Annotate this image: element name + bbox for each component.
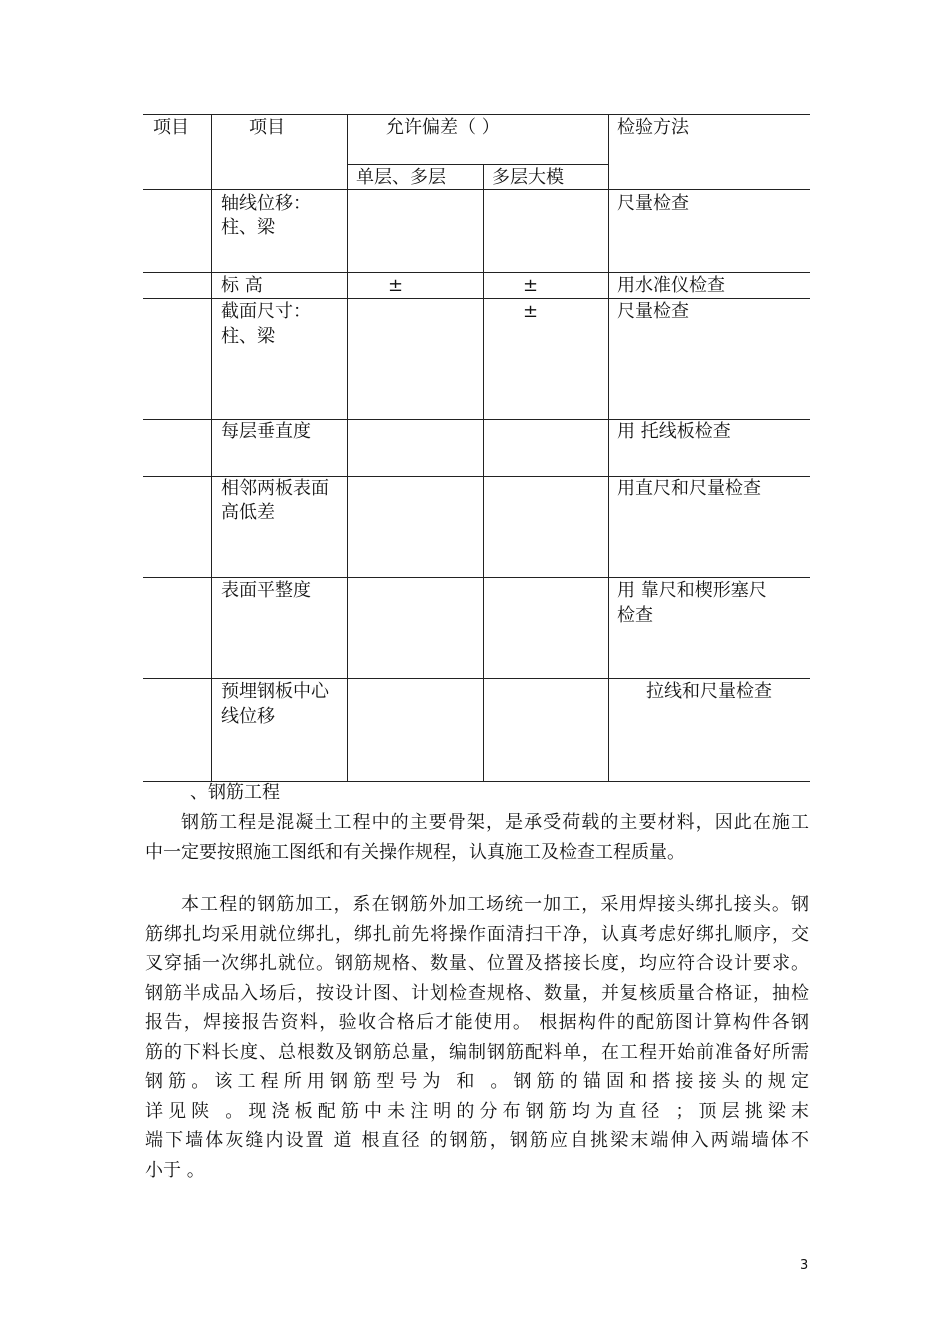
paragraph-line: 筋的下料长度、总根数及钢筋总量，编制钢筋配料单，在工程开始前准备好所需 (145, 1041, 809, 1063)
table-cell-item: 预埋钢板中心 (221, 681, 329, 702)
table-cell-item: 轴线位移： (221, 193, 311, 214)
page-number: 3 (800, 1258, 809, 1273)
table-cell-item: 柱、梁 (221, 326, 275, 347)
paragraph-line: 叉穿插一次绑扎就位。钢筋规格、数量、位置及搭接长度，均应符合设计要求。 (145, 953, 809, 974)
paragraph-line: 筋绑扎均采用就位绑扎，绑扎前先将操作面清扫干净，认真考虑好绑扎顺序，交 (145, 923, 809, 945)
paragraph-line: 报告，焊接报告资料，验收合格后才能使用。 根据构件的配筋图计算构件各钢 (145, 1012, 809, 1033)
table-cell-item: 线位移 (221, 706, 275, 727)
table-cell-method: 用 靠尺和楔形塞尺 (617, 580, 767, 601)
header-method: 检验方法 (617, 117, 689, 138)
table-cell-value: ± (388, 275, 404, 296)
table-cell-method: 尺量检查 (617, 301, 689, 322)
table-cell-item: 表面平整度 (221, 580, 311, 601)
table-cell-item: 相邻两板表面 (221, 478, 329, 499)
table-cell-item: 高低差 (221, 502, 275, 523)
table-cell-method: 尺量检查 (617, 193, 689, 214)
paragraph-rebar-intro (145, 808, 809, 867)
table-cell-method: 拉线和尺量检查 (646, 681, 772, 702)
paragraph-line: 小于 。 (145, 1159, 205, 1181)
table-cell-item: 标 高 (221, 275, 263, 296)
header-item-col1: 项目 (153, 117, 189, 138)
paragraph-line: 中一定要按照施工图纸和有关操作规程，认真施工及检查工程质量。 (145, 841, 685, 863)
table-cell-method: 用水准仪检查 (617, 275, 725, 296)
header-single-multi: 单层、多层 (356, 167, 446, 188)
section-title: 、钢筋工程 (190, 782, 280, 803)
table-cell-method: 用 托线板检查 (617, 421, 731, 442)
table-header-bottom (143, 189, 810, 190)
table-cell-value: ± (523, 275, 539, 296)
table-cell-value: ± (523, 301, 539, 322)
table-cell-method: 用直尺和尺量检查 (617, 478, 761, 499)
paragraph-line: 端下墙体灰缝内设置 道 根直径 的钢筋，钢筋应自挑梁末端伸入两端墙体不 (145, 1130, 809, 1151)
paragraph-line: 钢筋。该工程所用钢筋型号为 和 。钢筋的锚固和搭接接头的规定 (145, 1071, 809, 1092)
paragraph-line: 钢筋半成品入场后，按设计图、计划检查规格、数量，并复核质量合格证，抽检 (145, 982, 809, 1004)
table-cell-item: 每层垂直度 (221, 421, 311, 442)
header-allowance: 允许偏差（ ） (386, 117, 500, 138)
table-cell-item: 柱、梁 (221, 217, 275, 238)
paragraph-line: 钢筋工程是混凝土工程中的主要骨架，是承受荷载的主要材料，因此在施工 (181, 812, 809, 833)
table-cell-method: 检查 (617, 605, 653, 626)
paragraph-line: 详见陕 。现浇板配筋中未注明的分布钢筋均为直径 ；顶层挑梁末 (145, 1100, 809, 1122)
table-column-line (211, 114, 212, 781)
header-item-col2: 项目 (249, 117, 285, 138)
table-cell-item: 截面尺寸： (221, 301, 311, 322)
table-column-line (347, 114, 348, 781)
paragraph-line: 本工程的钢筋加工，系在钢筋外加工场统一加工，采用焊接头绑扎接头。钢 (181, 894, 809, 915)
header-multi-large-form: 多层大模 (492, 167, 564, 188)
table-column-line (483, 164, 484, 781)
table-column-line (608, 114, 609, 781)
paragraph-rebar-details (145, 890, 809, 1185)
